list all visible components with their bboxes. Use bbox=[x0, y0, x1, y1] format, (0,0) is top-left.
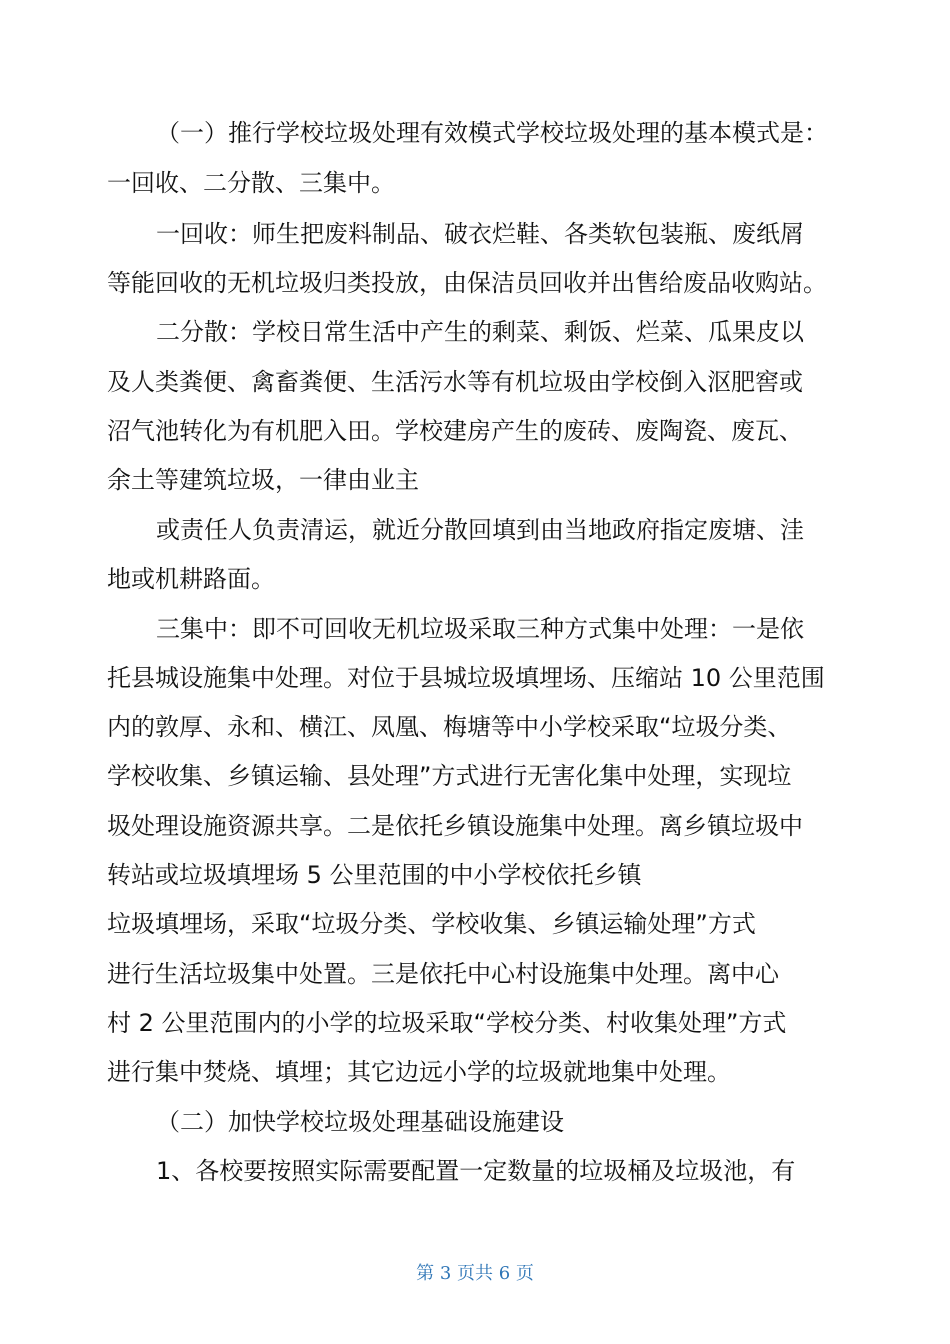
text-line: 一回收：师生把废料制品、破衣烂鞋、各类软包装瓶、废纸屑 bbox=[156, 220, 804, 248]
text-line: 三集中：即不可回收无机垃圾采取三种方式集中处理：一是依 bbox=[156, 615, 804, 643]
text-line: 余土等建筑垃圾，一律由业主 bbox=[107, 466, 419, 494]
text-line: 内的敦厚、永和、横江、凤凰、梅塘等中小学校采取“垃圾分类、 bbox=[107, 713, 792, 741]
text-line: 圾处理设施资源共享。二是依托乡镇设施集中处理。离乡镇垃圾中 bbox=[107, 812, 803, 840]
text-line: 进行集中焚烧、填埋；其它边远小学的垃圾就地集中处理。 bbox=[107, 1058, 731, 1086]
text-line: （一）推行学校垃圾处理有效模式学校垃圾处理的基本模式是： bbox=[156, 119, 828, 147]
text-line: 沼气池转化为有机肥入田。学校建房产生的废砖、废陶瓷、废瓦、 bbox=[107, 417, 803, 445]
text-line: 学校收集、乡镇运输、县处理”方式进行无害化集中处理，实现垃 bbox=[107, 762, 792, 790]
section-heading: （二）加快学校垃圾处理基础设施建设 bbox=[156, 1108, 564, 1136]
text-line: 垃圾填埋场，采取“垃圾分类、学校收集、乡镇运输处理”方式 bbox=[107, 910, 756, 938]
text-line: 托县城设施集中处理。对位于县城垃圾填埋场、压缩站 10 公里范围 bbox=[107, 664, 825, 692]
text-line: 进行生活垃圾集中处置。三是依托中心村设施集中处理。离中心 bbox=[107, 960, 779, 988]
page-footer: 第 3 页共 6 页 bbox=[416, 1263, 534, 1284]
text-line: 一回收、二分散、三集中。 bbox=[107, 169, 395, 197]
text-line: 地或机耕路面。 bbox=[107, 565, 275, 593]
text-line: 及人类粪便、禽畜粪便、生活污水等有机垃圾由学校倒入沤肥窖或 bbox=[107, 368, 803, 396]
text-line: 转站或垃圾填埋场 5 公里范围的中小学校依托乡镇 bbox=[107, 861, 642, 889]
text-line: 二分散：学校日常生活中产生的剩菜、剩饭、烂菜、瓜果皮以 bbox=[156, 318, 804, 346]
text-line: 村 2 公里范围内的小学的垃圾采取“学校分类、村收集处理”方式 bbox=[107, 1009, 787, 1037]
text-line: 等能回收的无机垃圾归类投放，由保洁员回收并出售给废品收购站。 bbox=[107, 269, 827, 297]
text-line: 1、各校要按照实际需要配置一定数量的垃圾桶及垃圾池，有 bbox=[156, 1157, 796, 1185]
text-line: 或责任人负责清运，就近分散回填到由当地政府指定废塘、洼 bbox=[156, 516, 804, 544]
